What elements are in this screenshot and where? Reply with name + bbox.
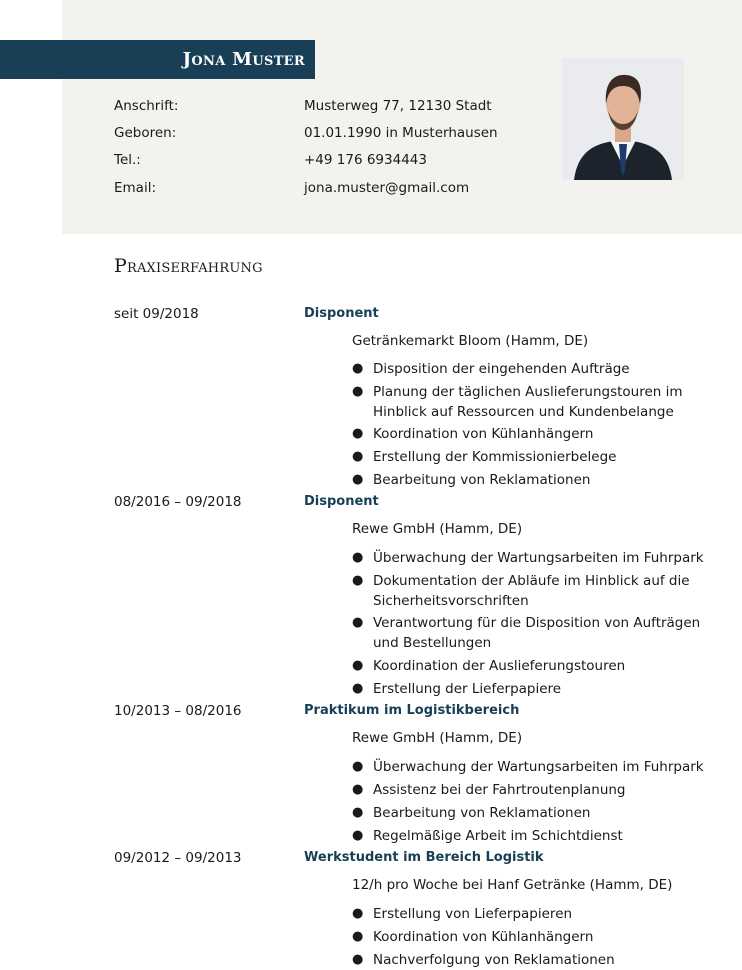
list-item-text: Planung der täglichen Auslieferungstouren im Hinblick auf Ressourcen und Kundenbelange: [373, 384, 683, 420]
profile-photo: [562, 58, 684, 180]
bullet-icon: ●: [352, 384, 364, 399]
list-item-text: Überwachung der Wartungsarbeiten im Fuhrpark: [373, 550, 704, 566]
entry-company: Rewe GmbH (Hamm, DE): [352, 730, 523, 746]
info-value: +49 176 6934443: [304, 152, 427, 168]
list-item-text: Nachverfolgung von Reklamationen: [373, 952, 615, 968]
bullet-icon: ●: [352, 573, 364, 588]
list-item-text: Koordination der Auslieferungstouren: [373, 658, 626, 674]
bullet-icon: ●: [352, 759, 364, 774]
entry-company: Rewe GmbH (Hamm, DE): [352, 521, 523, 537]
bullet-icon: ●: [352, 426, 364, 441]
bullet-icon: ●: [352, 952, 364, 967]
list-item-text: Regelmäßige Arbeit im Schichtdienst: [373, 828, 623, 844]
list-item-text: Koordination von Kühlanhängern: [373, 426, 594, 442]
entry-date: seit 09/2018: [114, 306, 199, 322]
entry-role: Disponent: [304, 306, 379, 321]
list-item-text: Bearbeitung von Reklamationen: [373, 805, 591, 821]
info-label: Geboren:: [114, 125, 177, 141]
bullet-icon: ●: [352, 472, 364, 487]
bullet-icon: ●: [352, 681, 364, 696]
bullet-icon: ●: [352, 615, 364, 630]
name-banner: [0, 40, 315, 79]
bullet-icon: ●: [352, 828, 364, 843]
bullet-icon: ●: [352, 929, 364, 944]
info-label: Email:: [114, 180, 157, 196]
entry-company: 12/h pro Woche bei Hanf Getränke (Hamm, DE): [352, 877, 673, 893]
bullet-icon: ●: [352, 449, 364, 464]
list-item-text: Disposition der eingehenden Aufträge: [373, 361, 630, 377]
list-item-text: Koordination von Kühlanhängern: [373, 929, 594, 945]
entry-role: Werkstudent im Bereich Logistik: [304, 850, 544, 865]
entry-date: 10/2013 – 08/2016: [114, 703, 242, 719]
bullet-icon: ●: [352, 906, 364, 921]
bullet-icon: ●: [352, 782, 364, 797]
entry-date: 08/2016 – 09/2018: [114, 494, 242, 510]
portrait-illustration: [562, 58, 684, 180]
list-item-text: Assistenz bei der Fahrtroutenplanung: [373, 782, 626, 798]
info-label: Tel.:: [114, 152, 141, 168]
info-value: jona.muster@gmail.com: [304, 180, 470, 196]
list-item-text: Erstellung von Lieferpapieren: [373, 906, 573, 922]
entry-date: 09/2012 – 09/2013: [114, 850, 242, 866]
entry-company: Getränkemarkt Bloom (Hamm, DE): [352, 333, 589, 349]
list-item-text: Überwachung der Wartungsarbeiten im Fuhrpark: [373, 759, 704, 775]
info-label: Anschrift:: [114, 98, 179, 114]
info-value: 01.01.1990 in Musterhausen: [304, 125, 498, 141]
info-value: Musterweg 77, 12130 Stadt: [304, 98, 492, 114]
bullet-icon: ●: [352, 361, 364, 376]
entry-role: Praktikum im Logistikbereich: [304, 703, 520, 718]
list-item-text: Erstellung der Kommissionierbelege: [373, 449, 617, 465]
list-item-text: Verantwortung für die Disposition von Aufträgen und Bestellungen: [373, 615, 701, 651]
bullet-icon: ●: [352, 550, 364, 565]
bullet-icon: ●: [352, 805, 364, 820]
list-item-text: Bearbeitung von Reklamationen: [373, 472, 591, 488]
candidate-name: Jona Muster: [182, 49, 305, 70]
entry-role: Disponent: [304, 494, 379, 509]
list-item-text: Erstellung der Lieferpapiere: [373, 681, 562, 697]
section-title: Praxiserfahrung: [114, 255, 263, 277]
list-item-text: Dokumentation der Abläufe im Hinblick auf die Sicherheitsvorschriften: [373, 573, 690, 609]
bullet-icon: ●: [352, 658, 364, 673]
